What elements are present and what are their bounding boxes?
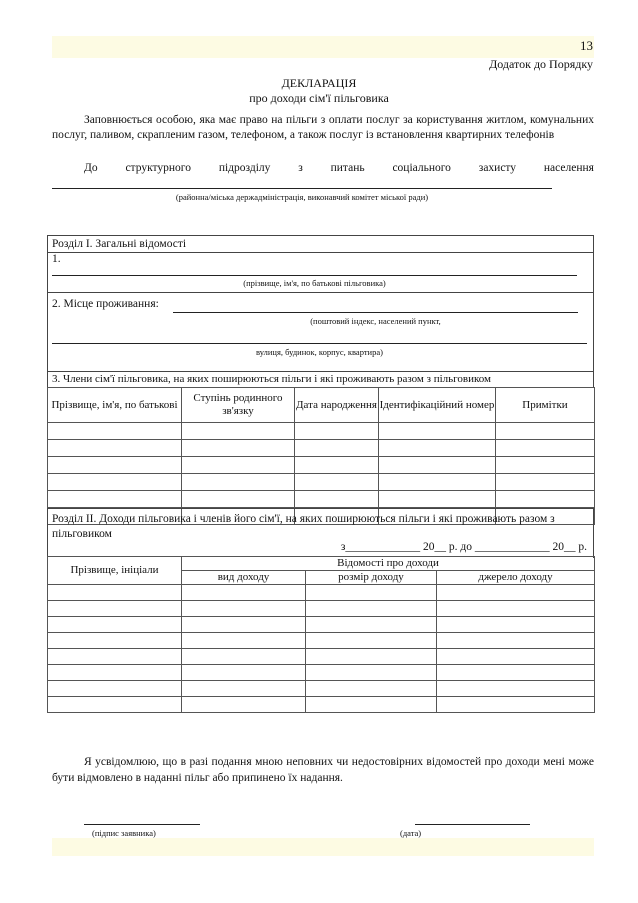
- income-col-name: Прізвище, ініціали: [48, 557, 182, 585]
- signature-caption: (підпис заявника): [92, 828, 156, 838]
- table-cell[interactable]: [182, 440, 295, 457]
- members-col-id: Ідентифікаційний номер: [379, 388, 496, 423]
- table-row: [48, 440, 595, 457]
- table-cell[interactable]: [48, 697, 182, 713]
- residence-field-1[interactable]: [173, 312, 578, 313]
- residence-caption-1: (поштовий індекс, населений пункт,: [310, 316, 441, 326]
- table-cell[interactable]: [48, 617, 182, 633]
- table-cell[interactable]: [182, 633, 306, 649]
- table-cell[interactable]: [437, 601, 595, 617]
- table-cell[interactable]: [496, 423, 595, 440]
- table-row: [48, 697, 595, 713]
- table-cell[interactable]: [48, 633, 182, 649]
- date-caption: (дата): [400, 828, 422, 838]
- table-cell[interactable]: [182, 681, 306, 697]
- income-col-amount: розмір доходу: [306, 571, 437, 585]
- members-col-relation: Ступінь родинного зв'язку: [182, 388, 295, 423]
- full-name-caption: (прізвище, ім'я, по батькові пільговика): [243, 278, 386, 288]
- income-table: [47, 556, 595, 713]
- table-row: [48, 423, 595, 440]
- section1-item3-box: [47, 371, 594, 388]
- table-cell[interactable]: [182, 697, 306, 713]
- table-cell[interactable]: [48, 491, 182, 508]
- title-text: ДЕКЛАРАЦІЯ: [281, 76, 357, 90]
- table-cell[interactable]: [48, 649, 182, 665]
- addressee-word: До: [84, 162, 98, 174]
- income-header-row-1: [48, 557, 595, 571]
- table-cell[interactable]: [496, 457, 595, 474]
- period-field[interactable]: з_____________ 20__ р. до _____________ 20__ р.: [340, 541, 587, 553]
- table-cell[interactable]: [437, 649, 595, 665]
- footer-band: [52, 838, 594, 856]
- table-cell[interactable]: [306, 617, 437, 633]
- table-row: [48, 491, 595, 508]
- members-col-notes: Примітки: [496, 388, 595, 423]
- table-cell[interactable]: [48, 601, 182, 617]
- income-col-type: вид доходу: [182, 571, 306, 585]
- addressee-word: соціального: [392, 162, 451, 174]
- table-cell[interactable]: [182, 491, 295, 508]
- table-cell[interactable]: [379, 491, 496, 508]
- table-row: [48, 585, 595, 601]
- addressee-word: захисту: [478, 162, 517, 174]
- signature-field[interactable]: [84, 824, 200, 825]
- table-cell[interactable]: [437, 665, 595, 681]
- section1-item2-box: [47, 292, 594, 372]
- table-cell[interactable]: [295, 474, 379, 491]
- table-cell[interactable]: [48, 665, 182, 681]
- item1-label: 1.: [52, 253, 61, 265]
- table-cell[interactable]: [295, 440, 379, 457]
- addressee-word: підрозділу: [218, 162, 271, 174]
- table-row: [48, 681, 595, 697]
- income-col-source: джерело доходу: [437, 571, 595, 585]
- table-row: [48, 474, 595, 491]
- addressee-caption: (районна/міська держадміністрація, виконавчий комітет міської ради): [175, 192, 429, 202]
- table-cell[interactable]: [379, 440, 496, 457]
- intro-paragraph: [52, 113, 594, 143]
- table-cell[interactable]: [437, 633, 595, 649]
- table-cell[interactable]: [496, 440, 595, 457]
- addressee-word: питань: [330, 162, 365, 174]
- residence-caption-2: вулиця, будинок, корпус, квартира): [256, 347, 383, 357]
- members-col-name: Прізвище, ім'я, по батькові: [48, 388, 182, 423]
- table-cell[interactable]: [48, 681, 182, 697]
- intro-text: Заповнюється особою, яка має право на пільги з оплати послуг за користування житлом, комунальних послуг, паливом, скрапленим газом, телефоном, а також послуг із встановлення квартирних телефонів: [52, 114, 594, 141]
- addressee-word: населення: [543, 162, 594, 174]
- table-cell[interactable]: [379, 474, 496, 491]
- section1-title-box: [47, 235, 594, 253]
- members-col-birthdate: Дата народження: [295, 388, 379, 423]
- section1-item1-box: [47, 252, 594, 293]
- members-table: [47, 387, 595, 525]
- table-cell[interactable]: [182, 423, 295, 440]
- table-cell[interactable]: [182, 457, 295, 474]
- table-cell[interactable]: [306, 585, 437, 601]
- addendum-label: Додаток до Порядку: [489, 57, 593, 71]
- table-cell[interactable]: [48, 457, 182, 474]
- table-cell[interactable]: [496, 491, 595, 508]
- table-row: [48, 617, 595, 633]
- table-cell[interactable]: [182, 601, 306, 617]
- income-group-header: Відомості про доходи: [182, 557, 595, 571]
- table-cell[interactable]: [306, 649, 437, 665]
- addressee-word: структурного: [125, 162, 191, 174]
- page-number: 13: [580, 38, 593, 53]
- table-cell[interactable]: [496, 474, 595, 491]
- table-cell[interactable]: [48, 440, 182, 457]
- consent-paragraph: [52, 754, 594, 786]
- table-cell[interactable]: [295, 491, 379, 508]
- table-cell[interactable]: [295, 423, 379, 440]
- table-row: [48, 649, 595, 665]
- table-cell[interactable]: [437, 697, 595, 713]
- table-cell[interactable]: [182, 474, 295, 491]
- table-cell[interactable]: [306, 633, 437, 649]
- table-cell[interactable]: [306, 681, 437, 697]
- section2-title: Розділ ІІ. Доходи пільговика і членів його сім'ї, на яких поширюються пільги і які проживають разом з пільговиком: [52, 513, 555, 540]
- members-header-row: [48, 388, 595, 423]
- table-cell[interactable]: [379, 423, 496, 440]
- addressee-line: [52, 162, 594, 174]
- table-cell[interactable]: [182, 649, 306, 665]
- date-field[interactable]: [415, 824, 530, 825]
- table-cell[interactable]: [379, 457, 496, 474]
- table-cell[interactable]: [306, 665, 437, 681]
- full-name-field[interactable]: [52, 275, 577, 276]
- table-cell[interactable]: [437, 617, 595, 633]
- section2-title-box: [47, 508, 594, 558]
- table-cell[interactable]: [182, 617, 306, 633]
- table-cell[interactable]: [295, 457, 379, 474]
- table-cell[interactable]: [437, 681, 595, 697]
- item2-label: 2. Місце проживання:: [52, 298, 159, 310]
- item3-title: 3. Члени сім'ї пільговика, на яких поширюються пільги і які проживають разом з пільговиком: [52, 373, 492, 385]
- addressee-word: з: [298, 162, 303, 174]
- table-cell[interactable]: [306, 697, 437, 713]
- table-cell[interactable]: [182, 665, 306, 681]
- table-cell[interactable]: [48, 423, 182, 440]
- document-title: [0, 76, 638, 106]
- table-row: [48, 633, 595, 649]
- section1-title: Розділ І. Загальні відомості: [52, 238, 187, 250]
- addressee-field[interactable]: [52, 188, 552, 189]
- consent-text: Я усвідомлюю, що в разі подання мною неповних чи недостовірних відомостей про доходи мені може бути відмовлено в наданні пільг або припинено їх надання.: [52, 756, 594, 784]
- table-cell[interactable]: [437, 585, 595, 601]
- header-band: [52, 36, 594, 58]
- table-cell[interactable]: [182, 585, 306, 601]
- table-row: [48, 601, 595, 617]
- table-row: [48, 457, 595, 474]
- table-row: [48, 665, 595, 681]
- table-cell[interactable]: [48, 474, 182, 491]
- table-cell[interactable]: [306, 601, 437, 617]
- table-cell[interactable]: [48, 585, 182, 601]
- residence-field-2[interactable]: [52, 343, 587, 344]
- subtitle-text: про доходи сім'ї пільговика: [249, 91, 389, 105]
